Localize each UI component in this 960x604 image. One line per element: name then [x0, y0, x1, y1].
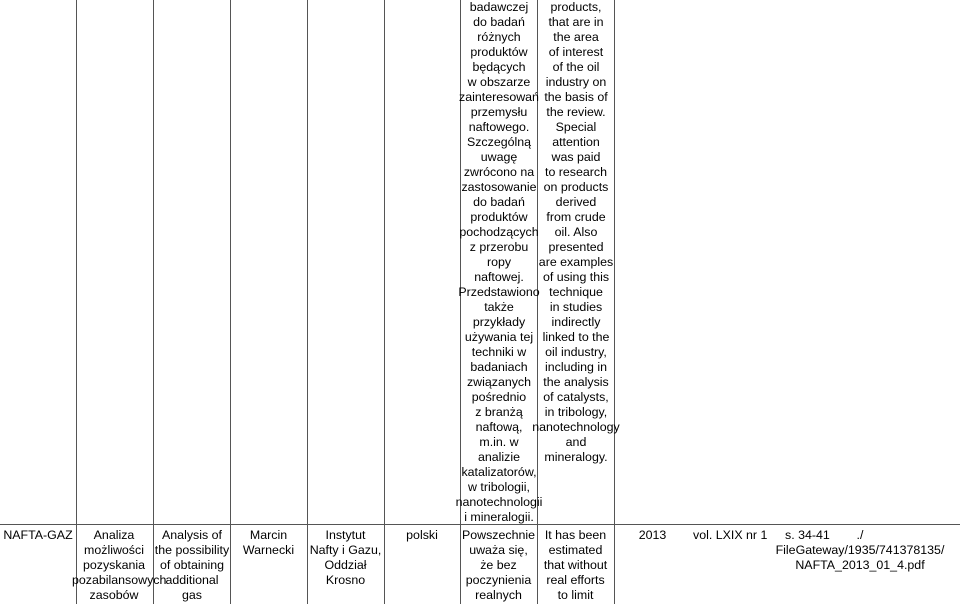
text-line: Krosno: [325, 573, 366, 587]
title-pl: [72, 528, 167, 603]
text-line: poczynienia: [465, 573, 532, 587]
column-divider: [153, 0, 154, 604]
text-line: Szczególną: [466, 135, 532, 149]
author: [230, 528, 307, 558]
text-line: linked to the: [542, 330, 610, 344]
text-line: analizie: [477, 450, 521, 464]
abstract-en-continued: [530, 0, 622, 465]
text-line: that without: [543, 558, 608, 572]
text-line: możliwości: [84, 543, 144, 557]
text-line: przykłady: [472, 315, 526, 329]
text-line: uwagę: [480, 150, 518, 164]
text-line: nanotechnology: [532, 420, 620, 434]
text-line: badaniach: [470, 360, 528, 374]
text-line: pośrednio: [471, 390, 527, 404]
text-line: NAFTA_2013_01_4.pdf: [795, 558, 925, 572]
abstract-en: [537, 528, 614, 603]
text-line: of catalysts,: [543, 390, 609, 404]
text-line: Special: [555, 120, 597, 134]
text-line: badawczej: [469, 0, 529, 14]
text-line: attention: [552, 135, 600, 149]
abstract-pl: [460, 528, 537, 603]
text-line: of the oil: [552, 60, 600, 74]
text-line: FileGateway/1935/741378135/: [775, 543, 945, 557]
text-line: różnych: [477, 30, 521, 44]
text-line: Instytut: [325, 528, 366, 542]
language: [384, 528, 460, 543]
text-line: estimated: [548, 543, 603, 557]
text-line: that are in: [548, 15, 604, 29]
source-url[interactable]: [760, 528, 960, 573]
text-line: zainteresowań: [459, 90, 539, 104]
text-line: additional: [165, 573, 219, 587]
text-line: 2013: [638, 528, 667, 542]
text-line: Analysis of: [162, 528, 222, 542]
text-line: naftowej.: [474, 270, 524, 284]
text-line: on products: [543, 180, 609, 194]
text-line: the analysis: [543, 375, 609, 389]
text-line: realnych: [475, 588, 522, 602]
text-line: real efforts: [546, 573, 605, 587]
text-line: s. 34-41: [785, 528, 830, 542]
text-line: Powszechnie: [461, 528, 535, 542]
text-line: gas: [182, 588, 202, 602]
text-line: zasobów: [89, 588, 139, 602]
text-line: do badań: [473, 195, 525, 209]
text-line: katalizatorów,: [461, 465, 537, 479]
text-line: the possibility: [154, 543, 230, 557]
column-divider: [307, 0, 308, 604]
year: [614, 528, 691, 543]
journal-name: [0, 528, 76, 543]
text-line: the review.: [546, 105, 606, 119]
text-line: of obtaining: [159, 558, 225, 572]
text-line: It has been: [544, 528, 607, 542]
text-line: pozabilansowych: [72, 573, 167, 587]
text-line: uważa się,: [469, 543, 528, 557]
text-line: oil industry,: [545, 345, 607, 359]
text-line: m.in. w: [479, 435, 519, 449]
text-line: używania tej: [464, 330, 534, 344]
text-line: presented: [548, 240, 604, 254]
text-line: zastosowanie: [461, 180, 537, 194]
text-line: the basis of: [544, 90, 608, 104]
text-line: including in: [545, 360, 607, 374]
text-line: polski: [406, 528, 438, 542]
text-line: from crude: [546, 210, 606, 224]
text-line: także: [484, 300, 514, 314]
text-line: naftowego.: [468, 120, 530, 134]
text-line: to research: [545, 165, 607, 179]
text-line: Warnecki: [242, 543, 295, 557]
text-line: in studies: [549, 300, 603, 314]
text-line: derived: [555, 195, 597, 209]
text-line: związanych: [466, 375, 532, 389]
column-divider: [230, 0, 231, 604]
text-line: produktów: [470, 210, 528, 224]
text-line: products,: [550, 0, 602, 14]
text-line: i mineralogii.: [464, 510, 534, 524]
text-line: przemysłu: [470, 105, 528, 119]
text-line: was paid: [551, 150, 601, 164]
text-line: ./: [856, 528, 864, 542]
text-line: are examples: [538, 255, 614, 269]
text-line: naftową,: [475, 420, 523, 434]
text-line: pozyskania: [83, 558, 145, 572]
text-line: do badań: [473, 15, 525, 29]
text-line: to limit: [557, 588, 594, 602]
text-line: nanotechnologii: [455, 495, 543, 509]
text-line: Analiza: [93, 528, 135, 542]
text-line: z przerobu: [469, 240, 529, 254]
text-line: NAFTA-GAZ: [3, 528, 73, 542]
text-line: and: [565, 435, 587, 449]
text-line: produktów: [470, 45, 528, 59]
institution: [307, 528, 384, 588]
text-line: Nafty i Gazu,: [309, 543, 382, 557]
column-divider: [76, 0, 77, 604]
text-line: of using this: [542, 270, 610, 284]
text-line: the area: [553, 30, 599, 44]
column-divider: [384, 0, 385, 604]
text-line: in tribology,: [544, 405, 608, 419]
text-line: Marcin: [249, 528, 288, 542]
text-line: w tribologii,: [468, 480, 530, 494]
text-line: of interest: [548, 45, 604, 59]
title-en: [153, 528, 231, 603]
text-line: pochodzących: [459, 225, 539, 239]
text-line: mineralogy.: [544, 450, 608, 464]
text-line: ropy: [486, 255, 512, 269]
text-line: w obszarze: [467, 75, 531, 89]
text-line: że bez: [480, 558, 517, 572]
text-line: vol. LXIX nr 1: [693, 528, 768, 542]
text-line: będących: [472, 60, 526, 74]
text-line: technique: [549, 285, 603, 299]
text-line: zwrócono na: [463, 165, 535, 179]
text-line: oil. Also: [554, 225, 598, 239]
text-line: Oddział: [324, 558, 367, 572]
text-line: Przedstawiono: [458, 285, 540, 299]
text-line: z branżą: [475, 405, 523, 419]
text-line: indirectly: [551, 315, 601, 329]
text-line: industry on: [545, 75, 607, 89]
text-line: techniki w: [471, 345, 527, 359]
